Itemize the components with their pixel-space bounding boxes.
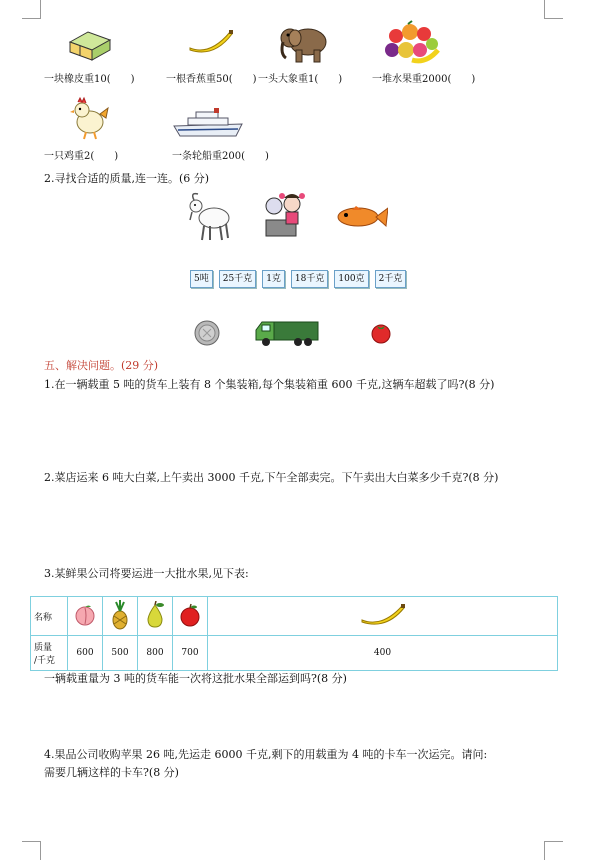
elephant-icon	[278, 22, 330, 64]
crop-mark-bottom-right	[544, 841, 563, 860]
option-box[interactable]: 100克	[334, 270, 368, 288]
eraser-icon	[66, 28, 112, 62]
pear-cell	[138, 597, 173, 636]
weight-label-line1: 质量	[34, 643, 53, 653]
table-cell: 500	[103, 636, 138, 671]
pineapple-cell	[103, 597, 138, 636]
apple-cell	[173, 597, 208, 636]
apple-icon	[178, 603, 202, 627]
q2-title: 2.寻找合适的质量,连一连。(6 分)	[44, 172, 210, 185]
item-banana: 一根香蕉重50( )	[166, 74, 257, 85]
girl-on-scale-icon	[260, 190, 308, 240]
fruit-table	[30, 596, 558, 671]
ship-icon	[172, 108, 244, 138]
item-elephant: 一头大象重1( )	[258, 74, 343, 85]
banana-icon	[188, 28, 234, 56]
item-fruit-pile: 一堆水果重2000( )	[372, 74, 476, 85]
pear-icon	[143, 601, 167, 629]
table-header-name: 名称	[31, 597, 68, 636]
section5-title: 五、解决问题。(29 分)	[44, 359, 159, 372]
table-cell: 400	[208, 636, 558, 671]
table-cell: 600	[68, 636, 103, 671]
crop-mark-bottom-left	[22, 841, 41, 860]
banana-cell	[208, 597, 558, 636]
question-4-line1: 4.果品公司收购苹果 26 吨,先运走 6000 千克,剩下的用载重为 4 吨的卡车一次运完。请问:	[44, 748, 488, 761]
weight-label-line2: /千克	[34, 656, 56, 666]
item-chicken: 一只鸡重2( )	[44, 151, 119, 162]
option-box[interactable]: 2千克	[375, 270, 407, 288]
question-3: 3.某鲜果公司将要运进一大批水果,见下表:	[44, 567, 249, 580]
fish-icon	[334, 204, 388, 230]
item-ship: 一条轮船重200( )	[172, 151, 269, 162]
table-cell: 700	[173, 636, 208, 671]
peach-icon	[73, 603, 97, 627]
question-1: 1.在一辆载重 5 吨的货车上装有 8 个集装箱,每个集装箱重 600 千克,这辆车超载了吗?(8 分)	[44, 378, 495, 391]
crop-mark-top-left	[22, 0, 41, 19]
peach-cell	[68, 597, 103, 636]
table-header-weight	[31, 636, 68, 671]
crop-mark-top-right	[544, 0, 563, 19]
option-box[interactable]: 1克	[262, 270, 285, 288]
question-3-ask: 一辆载重量为 3 吨的货车能一次将这批水果全部运到吗?(8 分)	[44, 672, 347, 685]
table-cell: 800	[138, 636, 173, 671]
option-box[interactable]: 5吨	[190, 270, 213, 288]
coin-icon	[194, 320, 220, 346]
option-box[interactable]: 18千克	[291, 270, 328, 288]
weight-options	[190, 270, 406, 288]
question-4-line2: 需要几辆这样的卡车?(8 分)	[44, 766, 179, 779]
fruit-pile-icon	[382, 20, 442, 64]
truck-icon	[252, 316, 320, 348]
goat-icon	[186, 192, 234, 242]
tomato-icon	[370, 322, 392, 344]
chicken-icon	[68, 96, 110, 140]
option-box[interactable]: 25千克	[219, 270, 256, 288]
banana-icon	[360, 602, 406, 628]
pineapple-icon	[109, 600, 131, 630]
item-eraser: 一块橡皮重10( )	[44, 74, 135, 85]
question-2: 2.菜店运来 6 吨大白菜,上午卖出 3000 千克,下午全部卖完。下午卖出大白菜多少千克?(8 分)	[44, 471, 499, 484]
